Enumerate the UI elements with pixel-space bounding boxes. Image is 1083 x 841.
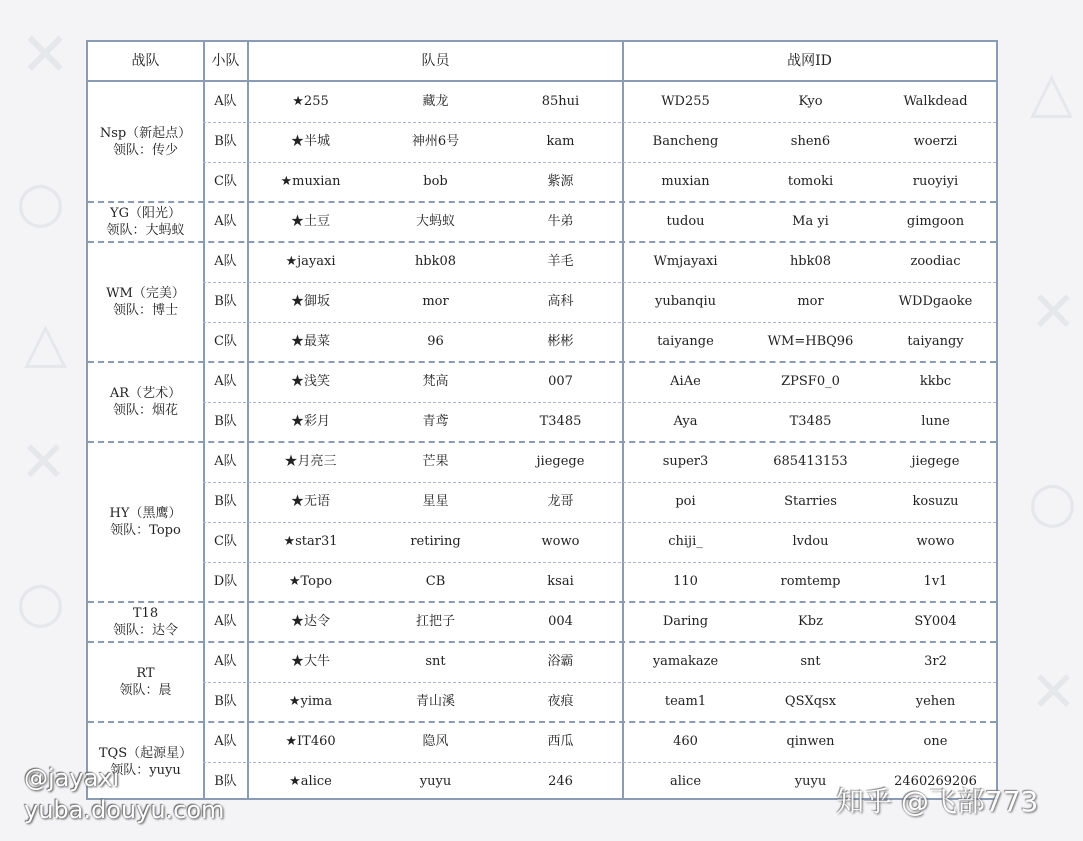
member-name: 西瓜	[547, 734, 574, 749]
bnet-id: taiyange	[657, 334, 714, 349]
bnet-id: yamakaze	[652, 654, 719, 669]
member-name: 羊毛	[547, 254, 574, 269]
squad-label: A队	[214, 614, 237, 629]
squad-label: A队	[214, 94, 237, 109]
bnet-id: 110	[673, 574, 698, 589]
bnet-id: WM=HBQ96	[767, 334, 854, 349]
bnet-id: kosuzu	[912, 494, 959, 509]
team-cell	[88, 242, 203, 362]
member-name: 藏龙	[422, 94, 449, 109]
header-members: 队员	[421, 53, 450, 69]
member-name: 星星	[422, 494, 449, 509]
squad-label: B队	[214, 774, 237, 789]
team-name: T18	[132, 606, 159, 621]
bnet-id: mor	[797, 294, 824, 309]
team-name: HY（黑鹰）	[109, 506, 182, 521]
bnet-id: yubanqiu	[654, 294, 716, 309]
captain-name: ★最菜	[290, 334, 330, 349]
bnet-id: Bancheng	[652, 134, 719, 149]
bnet-id: Kbz	[798, 614, 823, 629]
bnet-id: 1v1	[923, 574, 948, 589]
member-name: 004	[548, 614, 573, 629]
team-cell	[88, 82, 203, 202]
squad-label: B队	[214, 414, 237, 429]
bnet-id: yuyu	[794, 774, 827, 789]
header-team: 战队	[131, 53, 160, 69]
squad-label: A队	[214, 254, 237, 269]
bnet-id: 2460269206	[894, 774, 977, 789]
bnet-id: taiyangy	[907, 334, 964, 349]
bnet-id: Wmjayaxi	[653, 254, 718, 269]
squad-label: A队	[214, 374, 237, 389]
squad-label: B队	[214, 134, 237, 149]
bnet-id: tomoki	[787, 174, 834, 189]
bnet-id: team1	[664, 694, 707, 709]
member-name: hbk08	[414, 254, 457, 269]
squad-label: B队	[214, 494, 237, 509]
member-name: 246	[548, 774, 573, 789]
squad-label: C队	[214, 334, 237, 349]
captain-name: ★大牛	[290, 654, 330, 669]
squad-label: A队	[214, 734, 237, 749]
member-name: snt	[425, 654, 446, 669]
bnet-id: ruoyiyi	[912, 174, 959, 189]
background-triangle-icon: ✕	[20, 20, 71, 90]
background-circle-icon: ○	[16, 170, 65, 235]
bnet-id: yehen	[915, 694, 956, 709]
team-name: AR（艺术）	[109, 386, 182, 401]
watermark-site: yuba.douyu.com	[24, 796, 225, 824]
squad-label: A队	[214, 654, 237, 669]
bnet-id: 685413153	[773, 454, 848, 469]
team-cell	[88, 602, 203, 642]
member-name: 青山溪	[415, 694, 455, 709]
bnet-id: qinwen	[786, 734, 835, 749]
captain-name: ★浅笑	[290, 374, 330, 389]
captain-name: ★yima	[288, 694, 333, 709]
background-circle-icon: ○	[1028, 470, 1077, 535]
member-name: 高科	[547, 294, 574, 309]
member-name: 96	[427, 334, 444, 349]
background-cross-icon: ✕	[1030, 280, 1077, 345]
member-name: 007	[548, 374, 573, 389]
member-name: ksai	[547, 574, 574, 589]
bnet-id: ZPSF0_0	[781, 374, 840, 389]
squad-label: D队	[213, 574, 238, 589]
member-name: 紫源	[547, 174, 574, 189]
team-leader: 领队：博士	[112, 303, 178, 318]
bnet-id: romtemp	[780, 574, 841, 589]
bnet-id: AiAe	[670, 374, 701, 389]
bnet-id: Walkdead	[903, 94, 968, 109]
background-triangle-icon: △	[1030, 60, 1074, 125]
member-name: mor	[422, 294, 449, 309]
member-name: 浴霸	[547, 654, 574, 669]
bnet-id: shen6	[790, 134, 831, 149]
team-name: YG（阳光）	[110, 206, 181, 221]
member-name: 牛弟	[547, 214, 574, 229]
captain-name: ★muxian	[280, 174, 341, 189]
captain-name: ★土豆	[290, 214, 330, 229]
captain-name: ★255	[292, 94, 329, 109]
team-leader: 领队：达令	[112, 623, 178, 638]
bnet-id: Kyo	[798, 94, 823, 109]
member-name: 扛把子	[415, 614, 455, 629]
team-name: RT	[136, 666, 155, 681]
captain-name: ★半城	[290, 134, 330, 149]
bnet-id: hbk08	[789, 254, 832, 269]
background-cross-icon: ✕	[20, 430, 67, 495]
bnet-id: tudou	[666, 214, 705, 229]
bnet-id: SY004	[914, 614, 957, 629]
bnet-id: chiji_	[668, 534, 703, 549]
bnet-id: snt	[800, 654, 821, 669]
background-cross-icon: ✕	[1030, 660, 1077, 725]
bnet-id: lune	[921, 414, 950, 429]
member-name: CB	[425, 574, 446, 589]
squad-label: A队	[214, 214, 237, 229]
background-circle-icon: ○	[16, 570, 65, 635]
captain-name: ★IT460	[285, 734, 336, 749]
bnet-id: kkbc	[919, 374, 952, 389]
member-name: T3485	[539, 414, 582, 429]
bnet-id: WD255	[661, 94, 710, 109]
background-square-icon: △	[24, 310, 68, 375]
bnet-id: wowo	[916, 534, 955, 549]
member-name: kam	[546, 134, 575, 149]
bnet-id: Ma yi	[792, 214, 829, 229]
captain-name: ★jayaxi	[285, 254, 336, 269]
team-cell	[88, 362, 203, 442]
team-leader: 领队：Topo	[110, 523, 181, 538]
team-leader: 领队：烟花	[112, 403, 178, 418]
bnet-id: muxian	[661, 174, 710, 189]
member-name: 芒果	[422, 454, 449, 469]
watermark-zhihu: 知乎 @飞部773	[836, 785, 1039, 818]
header-bnet-id: 战网ID	[787, 53, 832, 69]
table-header-row	[88, 42, 996, 82]
member-name: 夜痕	[547, 694, 574, 709]
member-name: 彬彬	[547, 334, 574, 349]
member-name: 神州6号	[411, 134, 460, 149]
member-name: 龙哥	[547, 494, 574, 509]
captain-name: ★alice	[289, 774, 332, 789]
bnet-id: gimgoon	[906, 214, 965, 229]
member-name: 青鸢	[422, 414, 449, 429]
bnet-id: QSXqsx	[784, 694, 837, 709]
bnet-id: Aya	[673, 414, 698, 429]
team-leader: 领队：晨	[119, 683, 172, 698]
team-name: TQS（起源星）	[98, 746, 193, 761]
captain-name: ★彩月	[290, 414, 330, 429]
squad-label: C队	[214, 534, 237, 549]
team-leader: 领队：传少	[112, 143, 178, 158]
member-name: retiring	[410, 534, 461, 549]
bnet-id: lvdou	[792, 534, 829, 549]
team-name: WM（完美）	[106, 286, 185, 301]
captain-name: ★Topo	[288, 574, 333, 589]
bnet-id: jiegege	[911, 454, 960, 469]
bnet-id: alice	[669, 774, 702, 789]
roster-table	[86, 40, 998, 800]
header-squad: 小队	[211, 53, 240, 69]
member-name: 梵高	[422, 374, 449, 389]
squad-label: B队	[214, 294, 237, 309]
bnet-id: 3r2	[924, 654, 947, 669]
captain-name: ★无语	[290, 494, 330, 509]
bnet-id: super3	[662, 454, 709, 469]
captain-name: ★御坂	[290, 294, 330, 309]
bnet-id: T3485	[789, 414, 832, 429]
bnet-id: zoodiac	[910, 254, 961, 269]
team-leader: 领队：大蚂蚁	[106, 223, 185, 238]
bnet-id: poi	[675, 494, 696, 509]
captain-name: ★star31	[283, 534, 338, 549]
team-name: Nsp（新起点）	[99, 126, 192, 141]
watermark-handle: @jayaxi	[24, 764, 120, 792]
team-leader: 领队：yuyu	[110, 763, 181, 778]
member-name: 85hui	[541, 94, 580, 109]
captain-name: ★达令	[290, 614, 330, 629]
member-name: 隐风	[422, 734, 449, 749]
bnet-id: WDDgaoke	[898, 294, 973, 309]
member-name: yuyu	[419, 774, 452, 789]
squad-label: A队	[214, 454, 237, 469]
member-name: 大蚂蚁	[415, 214, 455, 229]
member-name: jiegege	[536, 454, 585, 469]
bnet-id: one	[923, 734, 948, 749]
member-name: wowo	[541, 534, 580, 549]
bnet-id: woerzi	[913, 134, 958, 149]
team-cell	[88, 442, 203, 602]
squad-label: B队	[214, 694, 237, 709]
captain-name: ★月亮三	[284, 454, 337, 469]
bnet-id: Starries	[784, 494, 837, 509]
team-cell	[88, 642, 203, 722]
team-cell	[88, 202, 203, 242]
bnet-id: Daring	[662, 614, 709, 629]
bnet-id: 460	[673, 734, 698, 749]
member-name: bob	[423, 174, 448, 189]
squad-label: C队	[214, 174, 237, 189]
